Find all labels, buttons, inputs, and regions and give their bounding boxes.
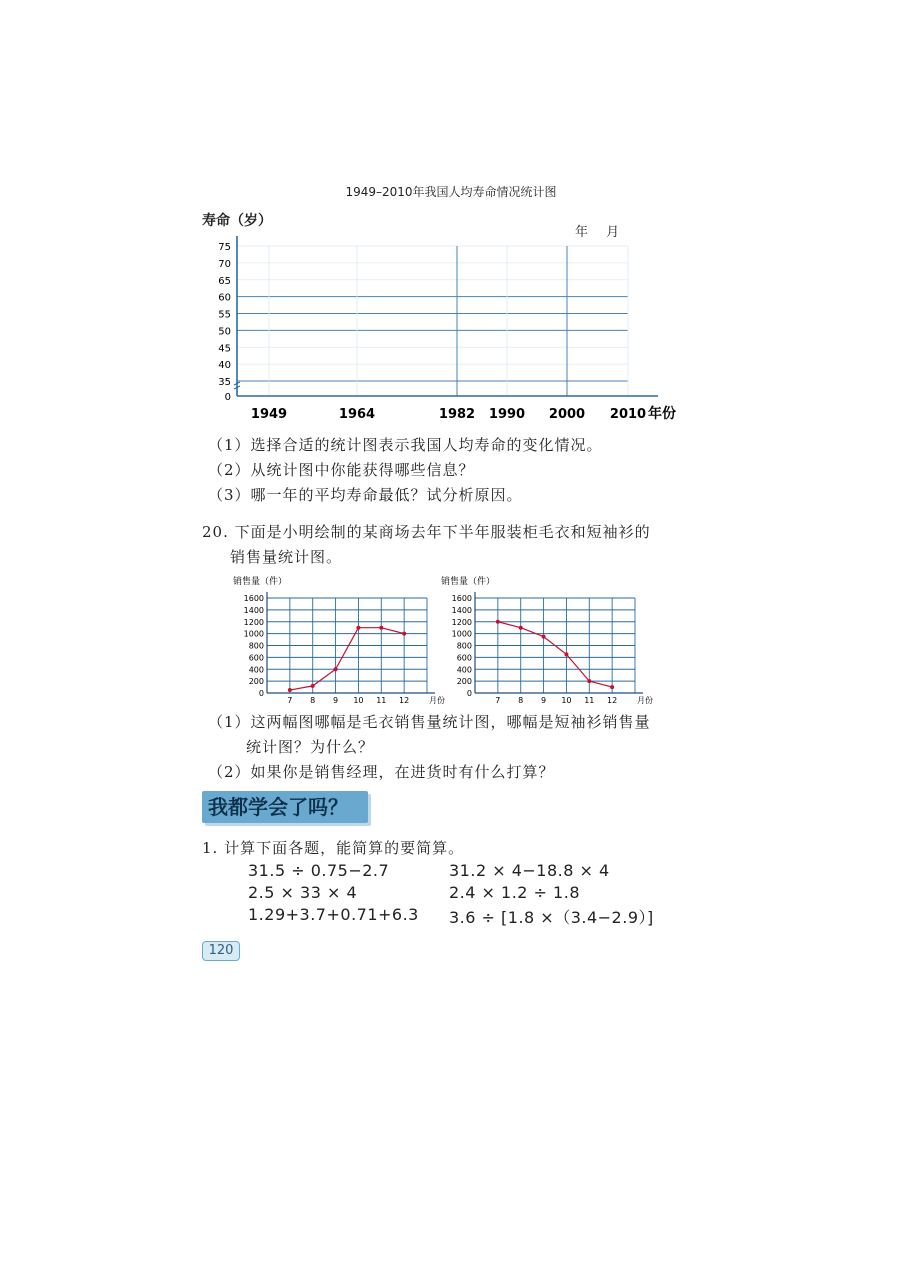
- question-20-line2: 销售量统计图。: [230, 548, 343, 566]
- sales-charts: [225, 572, 665, 710]
- sales-y-tick-label: 0: [466, 689, 472, 698]
- sales-y-tick-label: 1200: [451, 617, 472, 627]
- sales-y-tick-label: 0: [258, 689, 264, 698]
- sales-y-tick-label: 400: [456, 665, 472, 675]
- sales-data-point: [564, 652, 568, 656]
- chart1-title: 1949–2010年我国人均寿命情况统计图: [345, 185, 557, 199]
- sales-y-tick-label: 200: [248, 677, 264, 687]
- sales-x-unit: 月份: [637, 696, 653, 705]
- sales-data-point: [587, 679, 591, 683]
- question-20-2: （2）如果你是销售经理，在进货时有什么打算？: [208, 763, 555, 781]
- left-chart-ylabel: 销售量（件）: [233, 577, 288, 587]
- right-sales-chart: [452, 592, 653, 705]
- chart1-y-tick-label: 60: [218, 292, 231, 304]
- sales-x-tick-label: 7: [287, 696, 293, 705]
- question-20-1-line1: （1）这两幅图哪幅是毛衣销售量统计图，哪幅是短袖衫销售量: [208, 713, 651, 731]
- chart1-y-tick-label: 70: [218, 258, 231, 270]
- chart1-y-tick-label: 65: [218, 275, 231, 287]
- chart1-y-ticks: [218, 242, 231, 403]
- question-1-2: （2）从统计图中你能获得哪些信息？: [208, 461, 475, 479]
- sales-x-tick-label: 8: [518, 696, 524, 705]
- sales-x-tick-label: 9: [541, 696, 547, 705]
- sales-x-tick-label: 10: [353, 696, 364, 705]
- sales-data-point: [496, 620, 500, 624]
- calc-right-2: 2.4 × 1.2 ÷ 1.8: [449, 883, 580, 902]
- calc-left-3: 1.29+3.7+0.71+6.3: [248, 905, 419, 924]
- sales-x-tick-label: 12: [607, 696, 618, 705]
- right-chart-ylabel: 销售量（件）: [441, 577, 496, 587]
- calc-right-1: 31.2 × 4−18.8 × 4: [449, 861, 610, 880]
- chart1-x-tick-label: 2010: [609, 407, 647, 422]
- chart1-x-tick-label: 1990: [488, 407, 526, 422]
- chart1-xlabel: 年份: [648, 406, 676, 422]
- chart1-x-tick-label: 1982: [438, 407, 476, 422]
- sales-x-tick-label: 9: [333, 696, 339, 705]
- sales-y-tick-label: 800: [248, 641, 264, 651]
- calc-right-3: 3.6 ÷ [1.8 ×（3.4−2.9）]: [449, 908, 654, 927]
- chart1-y-tick-label: 45: [218, 343, 231, 355]
- question-20-1-line2: 统计图？为什么？: [246, 738, 375, 756]
- sales-data-point: [519, 626, 523, 630]
- chart1-ylabel: 寿命（岁）: [202, 213, 272, 229]
- left-sales-chart: [244, 592, 445, 705]
- chart1-y-tick-label: 50: [218, 326, 231, 338]
- sales-series-line: [498, 622, 612, 687]
- sales-y-tick-label: 1600: [451, 594, 472, 603]
- chart1-y-tick-label: 35: [218, 377, 231, 388]
- sales-data-point: [334, 667, 338, 671]
- sales-data-point: [402, 632, 406, 636]
- chart1-y-tick-label: 55: [218, 309, 231, 321]
- sales-x-tick-label: 8: [310, 696, 316, 705]
- exercise-intro: 1. 计算下面各题，能简算的要简算。: [202, 839, 465, 857]
- chart1-x-tick-label: 2000: [548, 407, 586, 422]
- sales-y-tick-label: 1200: [243, 617, 264, 627]
- sales-data-point: [356, 626, 360, 630]
- sales-x-tick-label: 7: [495, 696, 501, 705]
- sales-y-tick-label: 800: [456, 641, 472, 651]
- sales-y-tick-label: 600: [248, 653, 264, 663]
- sales-y-tick-label: 400: [248, 665, 264, 675]
- calc-left-1: 31.5 ÷ 0.75−2.7: [248, 861, 390, 880]
- sales-data-point: [379, 626, 383, 630]
- section-title-banner: 我都学会了吗？: [202, 791, 368, 823]
- question-1-3: （3）哪一年的平均寿命最低？试分析原因。: [208, 486, 523, 504]
- chart1-y-tick-label: 75: [218, 242, 231, 253]
- page-number: 120: [202, 941, 240, 961]
- chart1-x-tick-label: 1964: [338, 407, 376, 422]
- sales-y-tick-label: 200: [456, 677, 472, 687]
- sales-x-tick-label: 12: [399, 696, 410, 705]
- sales-y-tick-label: 1000: [243, 629, 264, 639]
- sales-x-tick-label: 11: [584, 696, 595, 705]
- question-1-1: （1）选择合适的统计图表示我国人均寿命的变化情况。: [208, 436, 603, 454]
- sales-x-tick-label: 10: [561, 696, 572, 705]
- sales-y-tick-label: 600: [456, 653, 472, 663]
- sales-data-point: [610, 685, 614, 689]
- sales-y-tick-label: 1000: [451, 629, 472, 639]
- chart1-x-ticks: [251, 407, 646, 422]
- sales-x-unit: 月份: [429, 696, 445, 705]
- chart1-y-tick-label: 0: [224, 392, 231, 403]
- sales-x-tick-label: 11: [376, 696, 387, 705]
- chart1-x-tick-label: 1949: [250, 407, 288, 422]
- sales-data-point: [288, 688, 292, 692]
- question-20-line1: 20. 下面是小明绘制的某商场去年下半年服装柜毛衣和短袖衫的: [202, 523, 651, 541]
- sales-data-point: [311, 684, 315, 688]
- sales-data-point: [542, 635, 546, 639]
- sales-y-tick-label: 1400: [451, 605, 472, 615]
- chart1-grid: [234, 236, 658, 396]
- chart1-y-tick-label: 40: [218, 360, 231, 372]
- sales-y-tick-label: 1600: [243, 594, 264, 603]
- chart1-plot: [200, 232, 700, 427]
- calc-left-2: 2.5 × 33 × 4: [248, 883, 358, 902]
- chart1-date-label: 年 月: [575, 225, 620, 240]
- sales-y-tick-label: 1400: [243, 605, 264, 615]
